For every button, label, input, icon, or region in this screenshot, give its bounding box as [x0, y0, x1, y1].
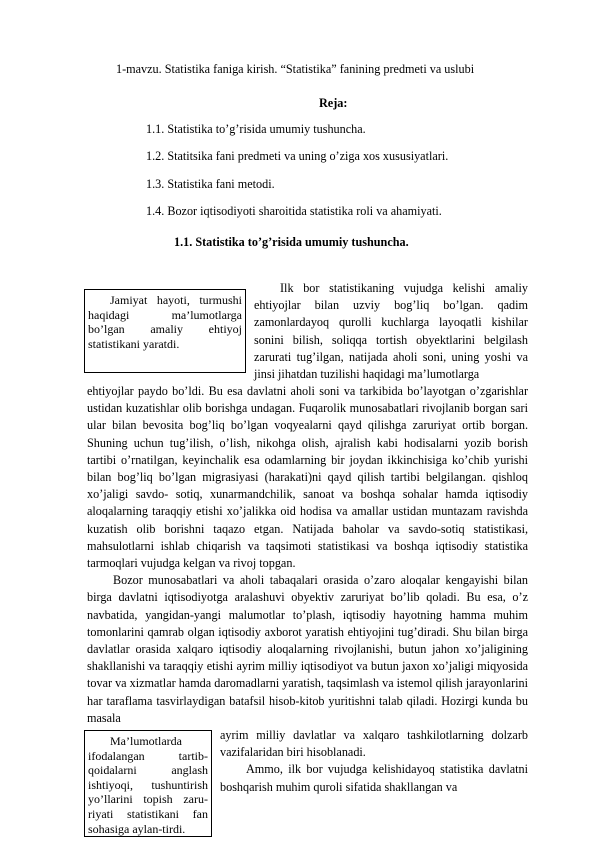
sidebar-note: [84, 730, 212, 837]
document-title: 1-mavzu. Statistika faniga kirish. “Statistika” fanining predmeti va uslubi: [116, 62, 475, 76]
paragraph: [87, 383, 528, 727]
sidebar-note-text: Ma’lumotlarda ifodalangan tartib-qoidalarni anglash ishtiyoqi, tushuntirish yo’llarini topish zaru-riyati statistikani fan sohasiga aylan-tirdi.: [88, 734, 208, 836]
paragraph: [254, 280, 528, 383]
paragraph-text: ayrim milliy davlatlar va xalqaro tashkilotlarning dolzarb vazifalaridan biri hisoblanadi.: [220, 728, 528, 760]
plan-item: 1.3. Statistika fani metodi.: [146, 177, 275, 191]
plan-item: 1.4. Bozor iqtisodiyoti sharoitida statistika roli va ahamiyati.: [146, 204, 442, 218]
paragraph-text: Ilk bor statistikaning vujudga kelishi amaliy ehtiyojlar bilan uzviy bog’liq bo’lgan. qadim zamonlardayoq qurolli kuchlarga layoqatli kishilar sonini bilish, soliqqa tortish obyektlarini belgilash zarurati tug’ilgan, natijada aholi soni, uning yoshi va jinsi jihatdan tuzilishi haqidagi ma’lumotlarga: [254, 281, 528, 382]
sidebar-note-text: Jamiyat hayoti, turmushi haqidagi ma’lumotlarga bo’lgan amaliy ehtiyoj statistikani yaratdi.: [88, 293, 242, 351]
paragraph-text: Bozor munosabatlari va aholi tabaqalari orasida o’zaro aloqalar kengayishi bilan birga davlatni iqtisodiyotga aralashuvi obyektiv zaruriyat bo’lib qoladi. Bu esa, o’z navbatida, yangidan-yangi malumotlar to’plash, iqtisodiy hayotning hamma muhim tomonlarini qamrab olgan iqtisodiy axborot yaratish ehtiyojini tug’diradi. Shu bilan birga davlatlar orasida xalqaro iqtisodiy aloqalarning rivojlanishi, butun jahon xo’jaligining shakllanishi va taraqqiy etishi ayrim milliy iqtisodiyot va butun jaxon xo’jaligi miqyosida tovar va xizmatlar hamda daromadlarni yaratish, taqsimlash va istemol qilish jarayonlarini har taraflama tasvirlaydigan batafsil hisob-kitob yuritishni talab qiladi. Hozirgi kunda bu masala: [87, 573, 528, 725]
paragraph-text: ehtiyojlar paydo bo’ldi. Bu esa davlatni aholi soni va tarkibida bo’layotgan o’zgarishlar ustidan kuzatishlar olib borishga undagan. Fuqarolik munosabatlari rivojlanib borgan sari ular bilan bevosita bog’liq bo’lgan voqyealarni qayd qilishga zaruriyat ortib borgan. Shuning uchun tug’ilish, o’lish, nikohga olish, ajralish kabi hodisalarni yozib borish tartibi o’rnatilgan, keyinchalik esa odamlarning bir joydan ikkinchisiga ko’chib yurishi bilan bog’liq bo’lgan migrasiyasi (harakati)ni qayd qilish tartibi belgilangan. qishloq xo’jaligi savdo- sotiq, xunarmandchilik, sanoat va boshqa sohalar hamda iqtisodiy aloqalarning taraqqiy etishi xo’jalikka oid hodisa va amallar ustidan muntazam ravishda kuzatish olib borishni taqazo etgan. Natijada baholar va savdo-sotiq statistikasi, mahsulotlarni ishlab chiqarish va taqsimoti statistikasi va boshqa iqtisodiy statistika tarmoqlari vujudga kelgan va rivoj topgan.: [87, 384, 528, 571]
plan-item: 1.2. Statitsika fani predmeti va uning o’ziga xos xususiyatlari.: [146, 149, 449, 163]
paragraph-text: Ammo, ilk bor vujudga kelishidayoq statistika davlatni boshqarish muhim quroli sifatida shakllangan va: [220, 762, 528, 794]
sidebar-note: [84, 289, 246, 373]
plan-heading: Reja:: [319, 96, 348, 110]
section-heading: 1.1. Statistika to’g’risida umumiy tushuncha.: [174, 235, 409, 249]
plan-item: 1.1. Statistika to’g’risida umumiy tushuncha.: [146, 122, 366, 136]
paragraph: [220, 727, 528, 796]
